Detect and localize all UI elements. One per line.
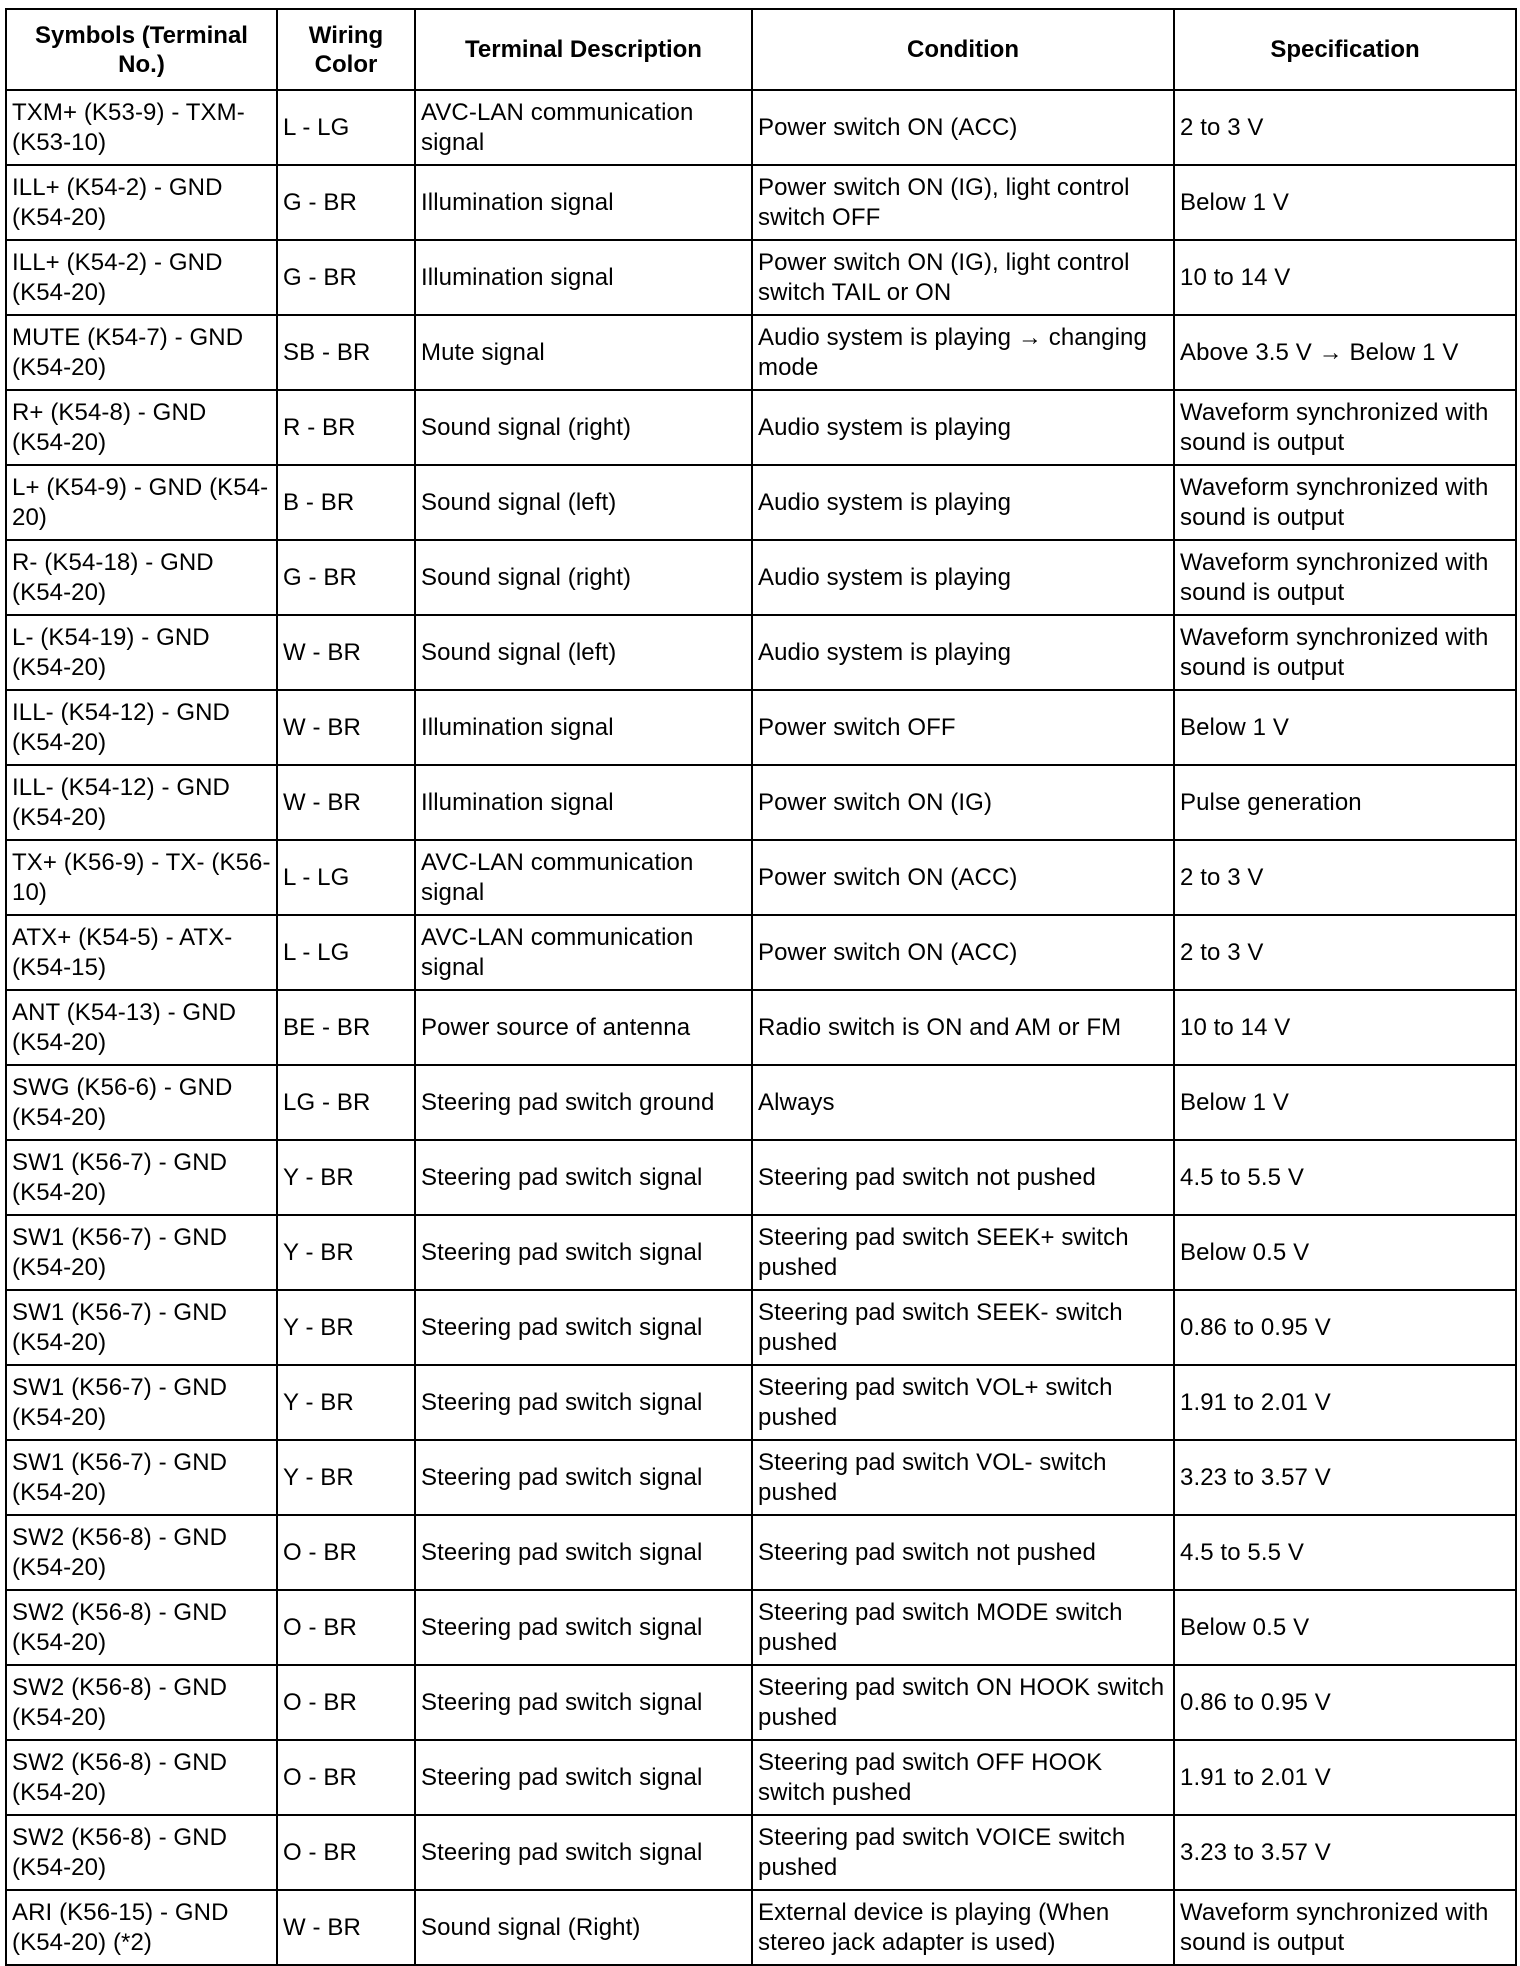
- cell-specification: 0.86 to 0.95 V: [1174, 1290, 1516, 1365]
- table-row: [6, 1740, 1516, 1815]
- cell-terminal-description: Steering pad switch signal: [415, 1140, 752, 1215]
- cell-condition: Steering pad switch VOL+ switch pushed: [752, 1365, 1174, 1440]
- cell-wiring-color: L - LG: [277, 840, 415, 915]
- cell-specification: Below 0.5 V: [1174, 1215, 1516, 1290]
- cell-condition: External device is playing (When stereo jack adapter is used): [752, 1890, 1174, 1965]
- table-row: [6, 465, 1516, 540]
- cell-specification: 1.91 to 2.01 V: [1174, 1740, 1516, 1815]
- cell-symbol: ILL- (K54-12) - GND (K54-20): [6, 765, 277, 840]
- cell-terminal-description: Steering pad switch signal: [415, 1440, 752, 1515]
- cell-symbol: SW1 (K56-7) - GND (K54-20): [6, 1215, 277, 1290]
- table-row: [6, 90, 1516, 165]
- cell-condition: Steering pad switch MODE switch pushed: [752, 1590, 1174, 1665]
- table-row: [6, 165, 1516, 240]
- cell-wiring-color: O - BR: [277, 1740, 415, 1815]
- cell-symbol: TXM+ (K53-9) - TXM- (K53-10): [6, 90, 277, 165]
- cell-wiring-color: O - BR: [277, 1590, 415, 1665]
- cell-wiring-color: O - BR: [277, 1665, 415, 1740]
- header-specification: Specification: [1174, 9, 1516, 90]
- cell-terminal-description: Illumination signal: [415, 765, 752, 840]
- table-row: [6, 690, 1516, 765]
- cell-terminal-description: Steering pad switch signal: [415, 1740, 752, 1815]
- table-row: [6, 1590, 1516, 1665]
- cell-terminal-description: Sound signal (right): [415, 540, 752, 615]
- cell-wiring-color: G - BR: [277, 540, 415, 615]
- table-row: [6, 840, 1516, 915]
- cell-condition: Steering pad switch OFF HOOK switch pushed: [752, 1740, 1174, 1815]
- cell-wiring-color: Y - BR: [277, 1440, 415, 1515]
- table-row: [6, 1515, 1516, 1590]
- table-row: [6, 1065, 1516, 1140]
- cell-symbol: TX+ (K56-9) - TX- (K56-10): [6, 840, 277, 915]
- cell-condition: Power switch ON (ACC): [752, 840, 1174, 915]
- cell-wiring-color: W - BR: [277, 765, 415, 840]
- cell-terminal-description: Steering pad switch signal: [415, 1665, 752, 1740]
- cell-terminal-description: Sound signal (left): [415, 465, 752, 540]
- cell-wiring-color: O - BR: [277, 1815, 415, 1890]
- table-row: [6, 390, 1516, 465]
- cell-terminal-description: Illumination signal: [415, 240, 752, 315]
- cell-symbol: L+ (K54-9) - GND (K54-20): [6, 465, 277, 540]
- cell-specification: Pulse generation: [1174, 765, 1516, 840]
- cell-terminal-description: AVC-LAN communication signal: [415, 915, 752, 990]
- table-row: [6, 1815, 1516, 1890]
- table-row: [6, 1890, 1516, 1965]
- table-row: [6, 615, 1516, 690]
- table-row: [6, 915, 1516, 990]
- cell-condition: Power switch ON (IG), light control switch OFF: [752, 165, 1174, 240]
- cell-terminal-description: Power source of antenna: [415, 990, 752, 1065]
- cell-condition: Always: [752, 1065, 1174, 1140]
- cell-symbol: ILL+ (K54-2) - GND (K54-20): [6, 240, 277, 315]
- cell-terminal-description: Sound signal (right): [415, 390, 752, 465]
- cell-terminal-description: Sound signal (left): [415, 615, 752, 690]
- table-row: [6, 1215, 1516, 1290]
- cell-specification: Below 1 V: [1174, 165, 1516, 240]
- cell-symbol: ATX+ (K54-5) - ATX- (K54-15): [6, 915, 277, 990]
- cell-specification: 3.23 to 3.57 V: [1174, 1440, 1516, 1515]
- header-symbols: Symbols (Terminal No.): [6, 9, 277, 90]
- cell-terminal-description: Steering pad switch signal: [415, 1515, 752, 1590]
- cell-specification: 2 to 3 V: [1174, 90, 1516, 165]
- cell-condition: Audio system is playing: [752, 390, 1174, 465]
- cell-specification: Below 1 V: [1174, 1065, 1516, 1140]
- table-header: [6, 9, 1516, 90]
- cell-specification: Waveform synchronized with sound is output: [1174, 1890, 1516, 1965]
- cell-wiring-color: G - BR: [277, 165, 415, 240]
- cell-terminal-description: Steering pad switch signal: [415, 1590, 752, 1665]
- cell-symbol: SW2 (K56-8) - GND (K54-20): [6, 1590, 277, 1665]
- cell-symbol: SW1 (K56-7) - GND (K54-20): [6, 1440, 277, 1515]
- cell-symbol: R- (K54-18) - GND (K54-20): [6, 540, 277, 615]
- header-terminal-description: Terminal Description: [415, 9, 752, 90]
- header-wiring-color: Wiring Color: [277, 9, 415, 90]
- cell-specification: 0.86 to 0.95 V: [1174, 1665, 1516, 1740]
- cell-terminal-description: Steering pad switch signal: [415, 1815, 752, 1890]
- cell-wiring-color: R - BR: [277, 390, 415, 465]
- cell-condition: Audio system is playing: [752, 615, 1174, 690]
- cell-wiring-color: Y - BR: [277, 1215, 415, 1290]
- cell-condition: Steering pad switch SEEK+ switch pushed: [752, 1215, 1174, 1290]
- cell-wiring-color: W - BR: [277, 615, 415, 690]
- cell-terminal-description: AVC-LAN communication signal: [415, 840, 752, 915]
- cell-wiring-color: G - BR: [277, 240, 415, 315]
- cell-condition: Power switch OFF: [752, 690, 1174, 765]
- cell-specification: 2 to 3 V: [1174, 915, 1516, 990]
- cell-specification: Waveform synchronized with sound is output: [1174, 465, 1516, 540]
- cell-terminal-description: Illumination signal: [415, 165, 752, 240]
- cell-symbol: SW2 (K56-8) - GND (K54-20): [6, 1740, 277, 1815]
- cell-symbol: ILL+ (K54-2) - GND (K54-20): [6, 165, 277, 240]
- cell-terminal-description: Steering pad switch signal: [415, 1215, 752, 1290]
- cell-specification: Above 3.5 V → Below 1 V: [1174, 315, 1516, 390]
- cell-specification: 3.23 to 3.57 V: [1174, 1815, 1516, 1890]
- cell-terminal-description: Steering pad switch signal: [415, 1365, 752, 1440]
- cell-wiring-color: L - LG: [277, 915, 415, 990]
- cell-symbol: MUTE (K54-7) - GND (K54-20): [6, 315, 277, 390]
- table-row: [6, 240, 1516, 315]
- cell-condition: Power switch ON (ACC): [752, 915, 1174, 990]
- cell-symbol: R+ (K54-8) - GND (K54-20): [6, 390, 277, 465]
- cell-condition: Power switch ON (IG): [752, 765, 1174, 840]
- cell-wiring-color: W - BR: [277, 1890, 415, 1965]
- cell-condition: Steering pad switch VOICE switch pushed: [752, 1815, 1174, 1890]
- cell-specification: Below 0.5 V: [1174, 1590, 1516, 1665]
- cell-condition: Audio system is playing: [752, 465, 1174, 540]
- cell-condition: Audio system is playing → changing mode: [752, 315, 1174, 390]
- header-row: [6, 9, 1516, 90]
- cell-symbol: SW1 (K56-7) - GND (K54-20): [6, 1365, 277, 1440]
- cell-wiring-color: L - LG: [277, 90, 415, 165]
- cell-condition: Steering pad switch VOL- switch pushed: [752, 1440, 1174, 1515]
- cell-wiring-color: O - BR: [277, 1515, 415, 1590]
- cell-terminal-description: Steering pad switch ground: [415, 1065, 752, 1140]
- table-row: [6, 540, 1516, 615]
- table-row: [6, 315, 1516, 390]
- cell-condition: Audio system is playing: [752, 540, 1174, 615]
- terminal-spec-table: [5, 8, 1517, 1966]
- cell-specification: 10 to 14 V: [1174, 240, 1516, 315]
- cell-condition: Radio switch is ON and AM or FM: [752, 990, 1174, 1065]
- cell-terminal-description: Sound signal (Right): [415, 1890, 752, 1965]
- table-row: [6, 765, 1516, 840]
- cell-condition: Power switch ON (IG), light control switch TAIL or ON: [752, 240, 1174, 315]
- table-row: [6, 1365, 1516, 1440]
- cell-specification: 1.91 to 2.01 V: [1174, 1365, 1516, 1440]
- cell-terminal-description: Mute signal: [415, 315, 752, 390]
- cell-condition: Steering pad switch ON HOOK switch pushed: [752, 1665, 1174, 1740]
- cell-wiring-color: B - BR: [277, 465, 415, 540]
- cell-condition: Steering pad switch not pushed: [752, 1140, 1174, 1215]
- cell-symbol: SW1 (K56-7) - GND (K54-20): [6, 1290, 277, 1365]
- header-condition: Condition: [752, 9, 1174, 90]
- cell-wiring-color: Y - BR: [277, 1290, 415, 1365]
- cell-wiring-color: W - BR: [277, 690, 415, 765]
- cell-specification: 2 to 3 V: [1174, 840, 1516, 915]
- cell-symbol: SWG (K56-6) - GND (K54-20): [6, 1065, 277, 1140]
- cell-specification: Waveform synchronized with sound is output: [1174, 615, 1516, 690]
- table-row: [6, 990, 1516, 1065]
- cell-wiring-color: Y - BR: [277, 1140, 415, 1215]
- cell-symbol: SW2 (K56-8) - GND (K54-20): [6, 1815, 277, 1890]
- cell-condition: Steering pad switch not pushed: [752, 1515, 1174, 1590]
- cell-specification: 4.5 to 5.5 V: [1174, 1140, 1516, 1215]
- table-row: [6, 1440, 1516, 1515]
- cell-symbol: L- (K54-19) - GND (K54-20): [6, 615, 277, 690]
- table-body: [6, 90, 1516, 1965]
- cell-symbol: ANT (K54-13) - GND (K54-20): [6, 990, 277, 1065]
- cell-symbol: ARI (K56-15) - GND (K54-20) (*2): [6, 1890, 277, 1965]
- cell-symbol: SW2 (K56-8) - GND (K54-20): [6, 1665, 277, 1740]
- cell-wiring-color: Y - BR: [277, 1365, 415, 1440]
- cell-wiring-color: SB - BR: [277, 315, 415, 390]
- table-row: [6, 1290, 1516, 1365]
- cell-wiring-color: BE - BR: [277, 990, 415, 1065]
- cell-specification: Waveform synchronized with sound is output: [1174, 390, 1516, 465]
- cell-specification: Below 1 V: [1174, 690, 1516, 765]
- table-row: [6, 1665, 1516, 1740]
- cell-symbol: SW2 (K56-8) - GND (K54-20): [6, 1515, 277, 1590]
- cell-specification: 10 to 14 V: [1174, 990, 1516, 1065]
- cell-symbol: ILL- (K54-12) - GND (K54-20): [6, 690, 277, 765]
- cell-terminal-description: AVC-LAN communication signal: [415, 90, 752, 165]
- cell-symbol: SW1 (K56-7) - GND (K54-20): [6, 1140, 277, 1215]
- cell-wiring-color: LG - BR: [277, 1065, 415, 1140]
- cell-condition: Power switch ON (ACC): [752, 90, 1174, 165]
- cell-condition: Steering pad switch SEEK- switch pushed: [752, 1290, 1174, 1365]
- table-row: [6, 1140, 1516, 1215]
- cell-specification: 4.5 to 5.5 V: [1174, 1515, 1516, 1590]
- cell-terminal-description: Illumination signal: [415, 690, 752, 765]
- cell-terminal-description: Steering pad switch signal: [415, 1290, 752, 1365]
- cell-specification: Waveform synchronized with sound is output: [1174, 540, 1516, 615]
